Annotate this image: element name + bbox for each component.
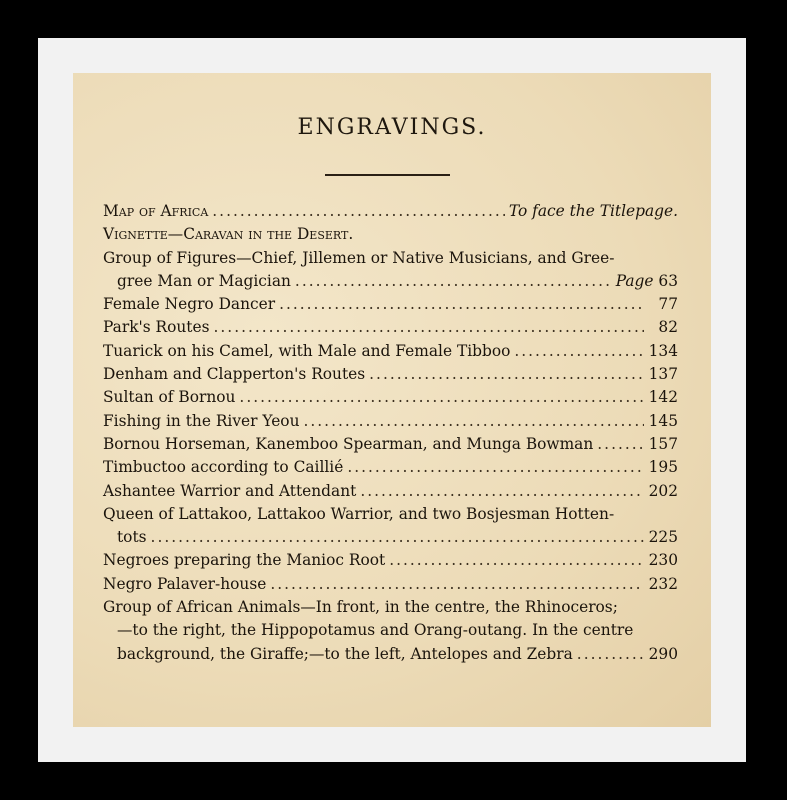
dot-leader xyxy=(304,410,645,433)
dot-leader xyxy=(214,316,644,339)
title-rule xyxy=(325,174,450,176)
dot-leader xyxy=(369,363,644,386)
dot-leader xyxy=(514,340,644,363)
list-item: Female Negro Dancer ..... 77 xyxy=(103,293,678,316)
list-item: Vignette—Caravan in the Desert. xyxy=(103,225,354,244)
list-item: Timbuctoo according to Caillié ..... 195 xyxy=(103,456,678,479)
list-item: Negroes preparing the Manioc Root ..... 230 xyxy=(103,549,678,572)
dot-leader xyxy=(347,456,644,479)
page-title: ENGRAVINGS. xyxy=(297,115,487,140)
list-item: Bornou Horseman, Kanemboo Spearman, and Munga Bowman ..... 157 xyxy=(103,433,678,456)
dot-leader xyxy=(239,386,644,409)
dot-leader xyxy=(212,200,505,223)
list-item-continuation: tots ..... 225 xyxy=(103,526,678,549)
list-item: Group of Figures—Chief, Jillemen or Native Musicians, and Gree- xyxy=(103,248,615,267)
list-item: Park's Routes ..... 82 xyxy=(103,316,678,339)
dot-leader xyxy=(577,643,644,666)
list-item: Group of African Animals—In front, in the centre, the Rhinoceros; xyxy=(103,598,618,617)
list-item-continuation: gree Man or Magician ..... Page 63 xyxy=(103,270,678,293)
dot-leader xyxy=(279,293,644,316)
list-item: Fishing in the River Yeou ..... 145 xyxy=(103,410,678,433)
list-item-continuation: —to the right, the Hippopotamus and Orang-outang. In the centre xyxy=(117,621,634,640)
list-item: Denham and Clapperton's Routes ..... 137 xyxy=(103,363,678,386)
list-item: Map of Africa ..... To face the Titlepage. xyxy=(103,200,678,223)
list-item: Ashantee Warrior and Attendant ..... 202 xyxy=(103,480,678,503)
list-item: Negro Palaver-house ..... 232 xyxy=(103,573,678,596)
engravings-list xyxy=(103,200,678,666)
dot-leader xyxy=(295,270,612,293)
dot-leader xyxy=(389,549,644,572)
dot-leader xyxy=(597,433,644,456)
list-item-continuation: background, the Giraffe;—to the left, Antelopes and Zebra ..... 290 xyxy=(103,643,678,666)
book-page xyxy=(73,73,711,727)
dot-leader xyxy=(270,573,644,596)
list-item: Tuarick on his Camel, with Male and Female Tibboo ..... 134 xyxy=(103,340,678,363)
list-item: Queen of Lattakoo, Lattakoo Warrior, and two Bosjesman Hotten- xyxy=(103,504,615,523)
dot-leader xyxy=(151,526,644,549)
dot-leader xyxy=(360,480,644,503)
list-item: Sultan of Bornou ..... 142 xyxy=(103,386,678,409)
